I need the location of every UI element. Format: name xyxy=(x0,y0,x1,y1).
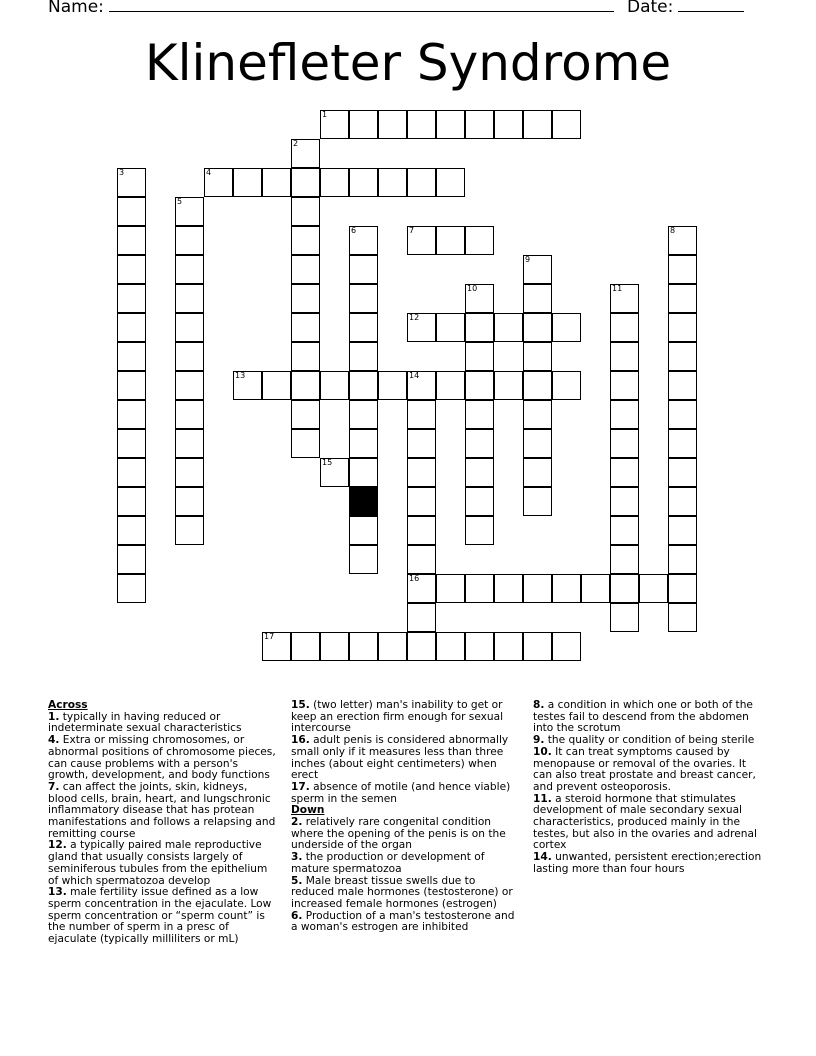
grid-cell[interactable] xyxy=(523,632,552,661)
grid-cell[interactable] xyxy=(610,371,639,400)
clue-across-1: 1. typically in having reduced or indeterminate sexual characteristics xyxy=(48,710,242,735)
grid-cell[interactable] xyxy=(610,487,639,516)
grid-cell[interactable] xyxy=(117,487,146,516)
clue-down-8: 8. a condition in which one or both of the testes fail to descend from the abdomen into the scrotum xyxy=(533,699,753,735)
grid-cell[interactable] xyxy=(610,516,639,545)
clue-number: 2 xyxy=(293,139,299,148)
grid-cell[interactable] xyxy=(668,487,697,516)
grid-cell[interactable] xyxy=(668,429,697,458)
grid-cell[interactable] xyxy=(291,226,320,255)
grid-cell[interactable] xyxy=(668,516,697,545)
page-title: Klinefleter Syndrome xyxy=(144,34,672,92)
grid-cell[interactable] xyxy=(262,168,291,197)
clues-column-3 xyxy=(533,700,765,876)
grid-cell[interactable] xyxy=(523,371,552,400)
clue-down-10: 10. It can treat symptoms caused by menopause or removal of the ovaries. It can also treat prostate and breast cancer, and prevent osteoporosis. xyxy=(533,745,756,793)
grid-cell[interactable] xyxy=(610,400,639,429)
grid-cell[interactable] xyxy=(349,284,378,313)
grid-cell[interactable] xyxy=(175,516,204,545)
grid-cell[interactable] xyxy=(349,168,378,197)
grid-cell[interactable] xyxy=(407,313,436,342)
clues-column-2 xyxy=(291,700,517,934)
grid-cell[interactable] xyxy=(494,632,523,661)
grid-cell[interactable] xyxy=(349,429,378,458)
clues-column-1 xyxy=(48,700,280,946)
grid-cell[interactable] xyxy=(668,574,697,603)
grid-cell[interactable] xyxy=(378,168,407,197)
grid-cell[interactable] xyxy=(523,429,552,458)
clue-number: 11 xyxy=(612,284,623,293)
grid-cell[interactable] xyxy=(610,458,639,487)
grid-cell[interactable] xyxy=(552,313,581,342)
grid-cell[interactable] xyxy=(175,284,204,313)
grid-cell[interactable] xyxy=(436,110,465,139)
grid-cell[interactable] xyxy=(117,371,146,400)
clue-number: 4 xyxy=(206,168,212,177)
grid-cell[interactable] xyxy=(320,632,349,661)
grid-cell[interactable] xyxy=(668,545,697,574)
grid-cell[interactable] xyxy=(291,371,320,400)
clue-number: 12 xyxy=(409,313,420,322)
grid-cell[interactable] xyxy=(117,429,146,458)
grid-cell[interactable] xyxy=(610,342,639,371)
clue-across-7: 7. can affect the joints, skin, kidneys, blood cells, brain, heart, and lungschronic inflammatory disease that has protean manifestations and follows a relapsing and remitting course xyxy=(48,780,276,840)
grid-cell[interactable] xyxy=(291,632,320,661)
grid-cell[interactable] xyxy=(378,371,407,400)
grid-cell[interactable] xyxy=(349,110,378,139)
clue-number: 15 xyxy=(322,458,333,467)
grid-cell[interactable] xyxy=(436,371,465,400)
grid-cell[interactable] xyxy=(668,458,697,487)
clue-number: 16 xyxy=(409,574,420,583)
grid-cell[interactable] xyxy=(349,458,378,487)
clue-down-3: 3. the production or development of mature spermatozoa xyxy=(291,851,485,875)
grid-cell[interactable] xyxy=(407,516,436,545)
grid-cell[interactable] xyxy=(465,400,494,429)
grid-cell[interactable] xyxy=(523,574,552,603)
grid-cell[interactable] xyxy=(668,226,697,255)
clue-down-11: 11. a steroid hormone that stimulates development of male secondary sexual characteristics, produced mainly in the testes, but also in the ovaries and adrenal cortex xyxy=(533,792,757,852)
grid-cell[interactable] xyxy=(349,545,378,574)
grid-cell[interactable] xyxy=(523,458,552,487)
grid-cell[interactable] xyxy=(407,226,436,255)
name-label: Name: xyxy=(48,0,104,17)
grid-cell[interactable] xyxy=(465,516,494,545)
grid-cell[interactable] xyxy=(465,487,494,516)
grid-cell[interactable] xyxy=(262,371,291,400)
grid-cell[interactable] xyxy=(175,371,204,400)
grid-cell[interactable] xyxy=(291,139,320,168)
grid-cell[interactable] xyxy=(494,371,523,400)
clue-number: 17 xyxy=(264,632,275,641)
grid-cell[interactable] xyxy=(465,632,494,661)
grid-cell[interactable] xyxy=(291,197,320,226)
grid-cell[interactable] xyxy=(407,400,436,429)
grid-cell[interactable] xyxy=(175,400,204,429)
clue-number: 7 xyxy=(409,226,415,235)
clue-down-2: 2. relatively rare congenital condition where the opening of the penis is on the underside of the organ xyxy=(291,816,506,852)
grid-cell[interactable] xyxy=(523,284,552,313)
grid-cell[interactable] xyxy=(320,168,349,197)
grid-cell[interactable] xyxy=(407,371,436,400)
grid-cell[interactable] xyxy=(581,574,610,603)
grid-cell[interactable] xyxy=(552,574,581,603)
grid-cell[interactable] xyxy=(610,429,639,458)
grid-cell[interactable] xyxy=(668,603,697,632)
clue-across-17: 17. absence of motile (and hence viable) sperm in the semen xyxy=(291,780,511,805)
grid-cell[interactable] xyxy=(523,342,552,371)
grid-cell[interactable] xyxy=(610,574,639,603)
clue-across-13: 13. male fertility issue defined as a low sperm concentration in the ejaculate. Low sperm concentration or “sperm count” is the number of sperm in a presc of ejaculate (typically milliliters or mL) xyxy=(48,886,272,946)
grid-cell[interactable] xyxy=(407,545,436,574)
grid-cell[interactable] xyxy=(610,284,639,313)
clue-number: 9 xyxy=(525,255,531,264)
grid-cell[interactable] xyxy=(407,574,436,603)
grid-cell[interactable] xyxy=(407,429,436,458)
grid-cell[interactable] xyxy=(465,226,494,255)
clue-number: 6 xyxy=(351,226,357,235)
grid-cell[interactable] xyxy=(349,313,378,342)
across-heading: Across xyxy=(48,699,88,711)
grid-cell[interactable] xyxy=(117,400,146,429)
grid-cell[interactable] xyxy=(668,371,697,400)
grid-cell[interactable] xyxy=(291,255,320,284)
grid-cell[interactable] xyxy=(175,313,204,342)
grid-cell[interactable] xyxy=(233,168,262,197)
grid-cell[interactable] xyxy=(668,255,697,284)
grid-cell[interactable] xyxy=(494,110,523,139)
grid-cell[interactable] xyxy=(291,400,320,429)
grid-cell[interactable] xyxy=(523,255,552,284)
grid-cell[interactable] xyxy=(117,313,146,342)
grid-cell[interactable] xyxy=(378,110,407,139)
grid-cell[interactable] xyxy=(436,313,465,342)
clue-across-15: 15. (two letter) man's inability to get or keep an erection firm enough for sexual intercourse xyxy=(291,699,504,735)
grid-cell[interactable] xyxy=(407,458,436,487)
grid-cell[interactable] xyxy=(291,168,320,197)
grid-cell[interactable] xyxy=(494,574,523,603)
grid-cell[interactable] xyxy=(465,574,494,603)
grid-cell[interactable] xyxy=(117,226,146,255)
grid-cell[interactable] xyxy=(407,168,436,197)
grid-cell[interactable] xyxy=(291,284,320,313)
grid-cell[interactable] xyxy=(465,342,494,371)
grid-cell[interactable] xyxy=(175,226,204,255)
grid-cell[interactable] xyxy=(117,574,146,603)
grid-cell[interactable] xyxy=(233,371,262,400)
grid-cell[interactable] xyxy=(407,632,436,661)
grid-cell[interactable] xyxy=(523,313,552,342)
grid-cell[interactable] xyxy=(117,284,146,313)
clue-number: 1 xyxy=(322,110,328,119)
grid-cell[interactable] xyxy=(465,429,494,458)
grid-cell[interactable] xyxy=(436,168,465,197)
grid-cell[interactable] xyxy=(117,168,146,197)
grid-cell[interactable] xyxy=(320,110,349,139)
grid-cell[interactable] xyxy=(465,313,494,342)
grid-cell[interactable] xyxy=(407,487,436,516)
clue-across-4: 4. Extra or missing chromosomes, or abnormal positions of chromosome pieces, can cause problems with a person's growth, development, and body functions xyxy=(48,734,276,782)
black-cell xyxy=(349,487,378,516)
grid-cell[interactable] xyxy=(175,197,204,226)
grid-cell[interactable] xyxy=(465,458,494,487)
grid-cell[interactable] xyxy=(175,429,204,458)
date-label: Date: xyxy=(627,0,674,17)
clue-number: 14 xyxy=(409,371,420,380)
grid-cell[interactable] xyxy=(436,574,465,603)
grid-cell[interactable] xyxy=(668,284,697,313)
grid-cell[interactable] xyxy=(378,632,407,661)
clue-number: 3 xyxy=(119,168,125,177)
clue-down-5: 5. Male breast tissue swells due to reduced male hormones (testosterone) or increased female hormones (estrogen) xyxy=(291,874,513,910)
grid-cell[interactable] xyxy=(552,110,581,139)
grid-cell[interactable] xyxy=(639,574,668,603)
grid-cell[interactable] xyxy=(349,516,378,545)
grid-cell[interactable] xyxy=(117,342,146,371)
grid-cell[interactable] xyxy=(175,458,204,487)
grid-cell[interactable] xyxy=(349,342,378,371)
grid-cell[interactable] xyxy=(291,313,320,342)
down-heading: Down xyxy=(291,804,325,817)
grid-cell[interactable] xyxy=(320,458,349,487)
grid-cell[interactable] xyxy=(552,632,581,661)
grid-cell[interactable] xyxy=(117,255,146,284)
grid-cell[interactable] xyxy=(610,545,639,574)
clue-down-6: 6. Production of a man's testosterone and a woman's estrogen are inhibited xyxy=(291,909,515,934)
grid-cell[interactable] xyxy=(465,284,494,313)
grid-cell[interactable] xyxy=(349,255,378,284)
grid-cell[interactable] xyxy=(668,342,697,371)
clue-down-9: 9. the quality or condition of being sterile xyxy=(533,734,755,747)
clue-number: 5 xyxy=(177,197,183,206)
grid-cell[interactable] xyxy=(465,110,494,139)
grid-cell[interactable] xyxy=(523,110,552,139)
grid-cell[interactable] xyxy=(117,545,146,574)
grid-cell[interactable] xyxy=(523,400,552,429)
grid-cell[interactable] xyxy=(204,168,233,197)
grid-cell[interactable] xyxy=(494,313,523,342)
grid-cell[interactable] xyxy=(320,371,349,400)
grid-cell[interactable] xyxy=(552,371,581,400)
grid-cell[interactable] xyxy=(117,458,146,487)
grid-cell[interactable] xyxy=(436,226,465,255)
grid-cell[interactable] xyxy=(465,371,494,400)
grid-cell[interactable] xyxy=(117,197,146,226)
grid-cell[interactable] xyxy=(262,632,291,661)
grid-cell[interactable] xyxy=(175,487,204,516)
grid-cell[interactable] xyxy=(349,371,378,400)
grid-cell[interactable] xyxy=(668,313,697,342)
clue-number: 13 xyxy=(235,371,246,380)
clue-down-14: 14. unwanted, persistent erection;erection lasting more than four hours xyxy=(533,851,762,875)
grid-cell[interactable] xyxy=(175,255,204,284)
grid-cell[interactable] xyxy=(291,342,320,371)
clue-across-12: 12. a typically paired male reproductive gland that usually consists largely of seminiferous tubules from the epithelium of which spermatozoa develop xyxy=(48,839,268,887)
grid-cell[interactable] xyxy=(407,603,436,632)
grid-cell[interactable] xyxy=(175,342,204,371)
grid-cell[interactable] xyxy=(349,226,378,255)
grid-cell[interactable] xyxy=(610,313,639,342)
grid-cell[interactable] xyxy=(668,400,697,429)
grid-cell[interactable] xyxy=(117,516,146,545)
grid-cell[interactable] xyxy=(610,603,639,632)
grid-cell[interactable] xyxy=(291,429,320,458)
grid-cell[interactable] xyxy=(349,400,378,429)
clue-number: 8 xyxy=(670,226,676,235)
clue-number: 10 xyxy=(467,284,478,293)
grid-cell[interactable] xyxy=(349,632,378,661)
grid-cell[interactable] xyxy=(523,487,552,516)
grid-cell[interactable] xyxy=(407,110,436,139)
clue-across-16: 16. adult penis is considered abnormally small only if it measures less than three inches (about eight centimeters) when erect xyxy=(291,734,509,782)
grid-cell[interactable] xyxy=(436,632,465,661)
